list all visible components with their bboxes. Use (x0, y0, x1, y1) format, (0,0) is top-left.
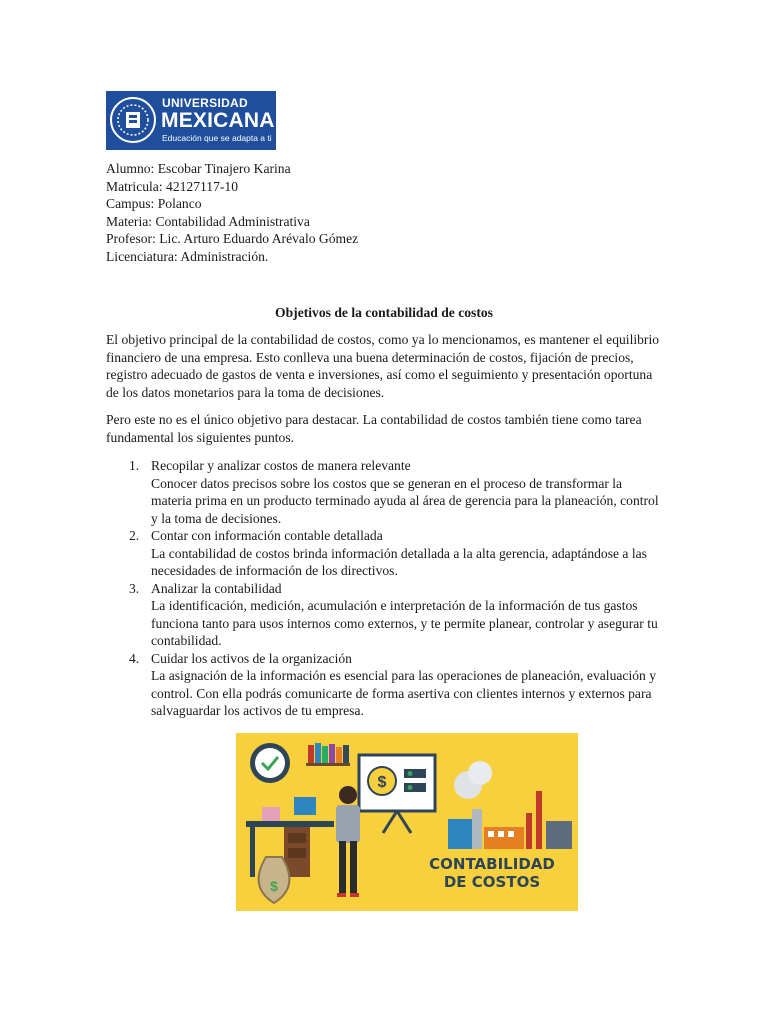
list-item-title: Analizar la contabilidad (151, 580, 282, 596)
objectives-list (106, 457, 666, 720)
list-item (106, 527, 666, 580)
paragraph-second: Pero este no es el único objetivo para destacar. La contabilidad de costos también tiene como tarea fundamental los siguientes puntos. (106, 412, 642, 445)
list-number: 4. (129, 650, 140, 666)
clock-icon (250, 743, 290, 783)
list-item (106, 580, 666, 650)
list-item-description: La asignación de la información es esencial para las operaciones de planeación, evaluación y control. Con ella podrás comunicarte de forma asertiva con clientes internos y externos para salvaguardar los activos de tu empresa. (151, 668, 657, 718)
list-item (106, 650, 666, 720)
degree: Licenciatura: Administración. (106, 248, 269, 264)
list-item (106, 457, 666, 527)
board-dollar-symbol: $ (377, 774, 387, 791)
list-item-title: Contar con información contable detallada (151, 528, 383, 543)
illustration-title-line-1: CONTABILIDAD (429, 855, 555, 873)
student-name: Alumno: Escobar Tinajero Karina (106, 161, 291, 176)
cost-accounting-illustration (236, 733, 578, 911)
list-item-description: La contabilidad de costos brinda información detallada a la alta gerencia, adaptándose a las necesidades de información de los directivos. (151, 545, 647, 578)
professor: Profesor: Lic. Arturo Eduardo Arévalo Gómez (106, 231, 359, 246)
list-number: 1. (129, 458, 140, 473)
illustration-title-line-2: DE COSTOS (443, 873, 541, 891)
student-info (106, 160, 358, 265)
university-seal-icon (109, 96, 157, 144)
logo-line-2: MEXICANA (161, 109, 275, 132)
list-number: 2. (129, 528, 140, 543)
list-item-title: Cuidar los activos de la organización (151, 650, 352, 666)
list-number: 3. (129, 580, 140, 596)
subject: Materia: Contabilidad Administrativa (106, 213, 310, 229)
university-logo (106, 91, 276, 150)
campus: Campus: Polanco (106, 196, 202, 211)
bag-dollar-symbol: $ (270, 878, 278, 894)
paragraph-intro: El objetivo principal de la contabilidad de costos, como ya lo mencionamos, es mantener el equilibrio financiero de una empresa. Esto conlleva una buena determinación de costos, fijación de precios, registro adecuado de gastos de venta e inversiones, así como el seguimiento y presentación oportuna de los datos monetarios para la toma de decisiones. (106, 332, 660, 400)
list-item-title: Recopilar y analizar costos de manera relevante (151, 458, 411, 473)
student-id: Matricula: 42127117-10 (106, 178, 239, 194)
bookshelf-icon (306, 743, 350, 766)
list-item-description: La identificación, medición, acumulación e interpretación de la información de tus gastos funciona tanto para usos internos como externos, y te permite planear, controlar y asegurar tu contabilidad. (151, 598, 658, 648)
section-heading: Objetivos de la contabilidad de costos (275, 305, 493, 320)
logo-line-1: UNIVERSIDAD (162, 96, 248, 110)
logo-slogan: Educación que se adapta a ti (162, 133, 272, 143)
list-item-description: Conocer datos precisos sobre los costos que se generan en el proceso de transformar la materia prima en un producto terminado ayuda al área de gerencia para la planeación, control y la toma de decisiones. (151, 475, 659, 526)
